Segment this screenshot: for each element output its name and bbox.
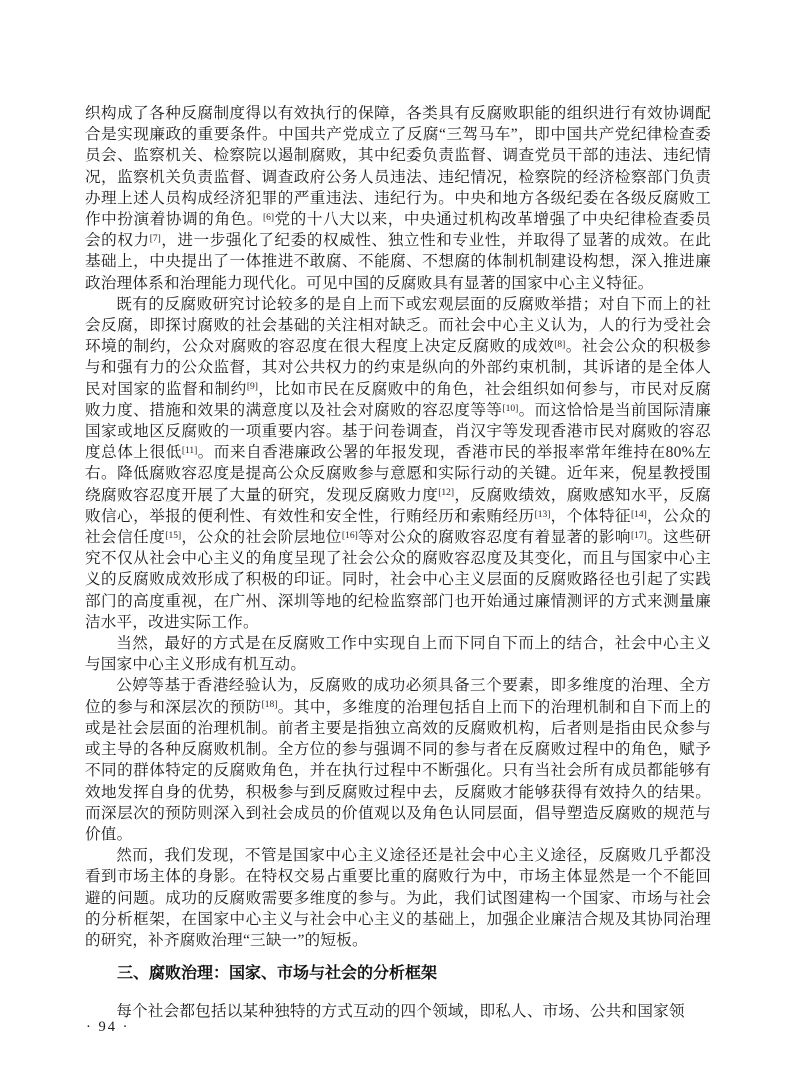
footnote-ref: [9]	[246, 382, 258, 393]
paragraph: 公婷等基于香港经验认为，反腐败的成功必须具备三个要素，即多维度的治理、全方位的参与和深层次的预防[18]。其中，多维度的治理包括自上而下的治理机制和自下而上的或是社会层面的治理机制。前者主要是指独立高效的反腐败机构，后者则是指由民众参与或主导的各种反腐败机制。全方位的参与强调不同的参与者在反腐败过程中的角色，赋予不同的群体特定的反腐败角色，并在执行过程中不断强化。只有当社会所有成员都能够有效地发挥自身的优势，积极参与到反腐败过程中去，反腐败才能够获得有效持久的结果。而深层次的预防则深入到社会成员的价值观以及角色认同层面，倡导塑造反腐败的规范与价值。	[85, 677, 712, 843]
footnote-ref: [14]	[630, 509, 647, 520]
footnote-ref: [10]	[502, 403, 519, 414]
paragraph: 既有的反腐败研究讨论较多的是自上而下或宏观层面的反腐败举措；对自下而上的社会反腐，即探讨腐败的社会基础的关注相对缺乏。而社会中心主义认为，人的行为受社会环境的制约，公众对腐败的容忍度在很大程度上决定反腐败的成效[8]。社会公众的积极参与和强有力的公众监督，其对公共权力的约束是纵向的外部约束机制，其诉诸的是全体人民对国家的监督和制约[9]，比如市民在反腐败中的角色，社会组织如何参与，市民对反腐败力度、措施和效果的满意度以及社会对腐败的容忍度等等[10]。而这恰恰是当前国际清廉国家或地区反腐败的一项重要内容。基于问卷调查，肖汉宇等发现香港市民对腐败的容忍度总体上很低[11]。而来自香港廉政公署的年报发现，香港市民的举报率常年维持在80%左右。降低腐败容忍度是提高公众反腐败参与意愿和实际行动的关键。近年来，倪星教授围绕腐败容忍度开展了大量的研究，发现反腐败力度[12]，反腐败绩效，腐败感知水平，反腐败信心，举报的便利性、有效性和安全性，行贿经历和索贿经历[13]，个体特征[14]，公众的社会信任度[15]，公众的社会阶层地位[16]等对公众的腐败容忍度有着显著的影响[17]。这些研究不仅从社会中心主义的角度呈现了社会公众的腐败容忍度及其变化，而且与国家中心主义的反腐败成效形成了积极的印证。同时，社会中心主义层面的反腐败路径也引起了实践部门的高度重视，在广州、深圳等地的纪检监察部门也开始通过廉情测评的方式来测量廉洁水平，改进实际工作。	[85, 295, 712, 631]
article-body	[85, 103, 711, 1022]
footnote-ref: [11]	[181, 445, 198, 456]
footnote-ref: [13]	[534, 509, 551, 520]
paragraph: 当然，最好的方式是在反腐败工作中实现自上而下同自下而上的结合，社会中心主义与国家中心主义形成有机互动。	[85, 635, 711, 674]
paragraph: 织构成了各种反腐制度得以有效执行的保障，各类具有反腐败职能的组织进行有效协调配合是实现廉政的重要条件。中国共产党成立了反腐“三驾马车”，即中国共产党纪律检查委员会、监察机关、检察院以遏制腐败，其中纪委负责监督、调查党员干部的违法、违纪情况，监察机关负责监督、调查政府公务人员违法、违纪情况，检察院的经济检察部门负责办理上述人员构成经济犯罪的严重违法、违纪行为。中央和地方各级纪委在各级反腐败工作中扮演着协调的角色。[6]党的十八大以来，中央通过机构改革增强了中央纪律检查委员会的权力[7]，进一步强化了纪委的权威性、独立性和专业性，并取得了显著的成效。在此基础上，中央提出了一体推进不敢腐、不能腐、不想腐的体制机制建设构想，深入推进廉政治理体系和治理能力现代化。可见中国的反腐败具有显著的国家中心主义特征。	[85, 105, 712, 292]
footnote-ref: [7]	[149, 233, 161, 244]
footnote-ref: [12]	[438, 488, 455, 499]
page-number: · 94 ·	[86, 1019, 130, 1035]
paragraph: 然而，我们发现，不管是国家中心主义途径还是社会中心主义途径，反腐败几乎都没看到市场主体的身影。在特权交易占重要比重的腐败行为中，市场主体显然是一个不能回避的问题。成功的反腐败需要多维度的参与。为此，我们试图建构一个国家、市场与社会的分析框架，在国家中心主义与社会中心主义的基础上，加强企业廉洁合规及其协同治理的研究，补齐腐败治理“三缺一”的短板。	[85, 847, 711, 949]
paragraph: 每个社会都包括以某种独特的方式互动的四个领域，即私人、市场、公共和国家领	[116, 1003, 685, 1021]
content	[85, 103, 711, 1022]
footnote-ref: [18]	[261, 700, 278, 711]
footnote-ref: [16]	[341, 530, 358, 541]
footnote-ref: [17]	[630, 530, 647, 541]
footnote-ref: [8]	[554, 339, 566, 350]
footnote-ref: [15]	[165, 530, 182, 541]
section-heading: 三、腐败治理：国家、市场与社会的分析框架	[117, 965, 438, 983]
footnote-ref: [6]	[263, 212, 275, 223]
